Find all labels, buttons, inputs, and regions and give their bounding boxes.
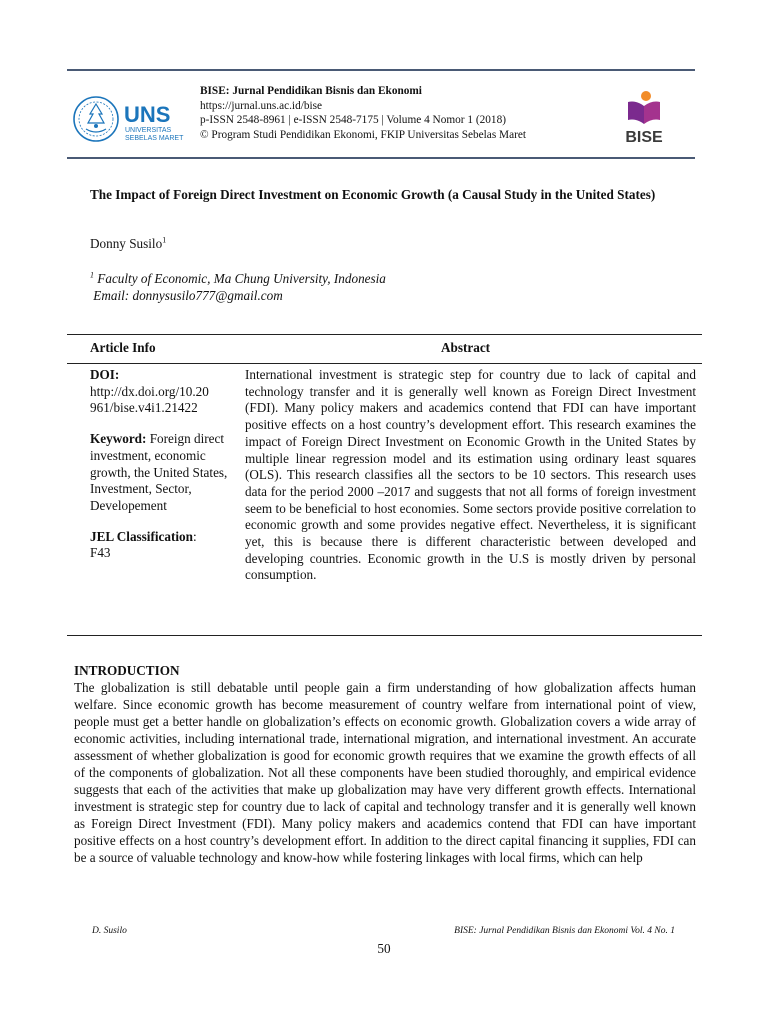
keyword-values: direct investment, economic growth, the United States, Investment, Sector, Developement xyxy=(90,431,228,513)
copyright-line: © Program Studi Pendidikan Ekonomi, FKIP Universitas Sebelas Maret xyxy=(200,128,527,141)
jel-label: JEL Classification xyxy=(90,528,193,544)
affiliation-superscript: 1 xyxy=(90,270,94,280)
keyword-label: Keyword: xyxy=(90,431,147,447)
affiliation-text: Faculty of Economic, Ma Chung University, Indonesia xyxy=(97,271,386,286)
table-header-abstract: Abstract xyxy=(441,340,491,355)
table-bottom-rule xyxy=(67,635,702,636)
journal-name: BISE: Jurnal Pendidikan Bisnis dan Ekonomi xyxy=(200,85,422,97)
header-bottom-rule xyxy=(67,157,695,159)
author-line xyxy=(90,236,166,252)
table-header-article-info: Article Info xyxy=(90,340,156,355)
introduction-heading: INTRODUCTION xyxy=(74,663,180,678)
uns-logo-sub2: SEBELAS MARET xyxy=(125,135,184,142)
journal-url[interactable]: https://jurnal.uns.ac.id/bise xyxy=(200,99,323,112)
email-text[interactable]: Email: donnysusilo777@gmail.com xyxy=(93,288,283,303)
page-number: 50 xyxy=(377,941,391,956)
uns-logo xyxy=(72,95,192,143)
keyword-block xyxy=(90,431,240,515)
uns-logo-text: UNS xyxy=(124,102,171,127)
bise-logo xyxy=(620,90,668,146)
jel-value: F43 xyxy=(90,545,111,561)
table-top-rule xyxy=(67,334,702,335)
doi-block xyxy=(90,367,240,417)
jel-block xyxy=(90,529,240,562)
journal-header xyxy=(200,84,526,142)
author-name: Donny Susilo xyxy=(90,236,163,251)
header-top-rule xyxy=(67,69,695,71)
uns-logo-sub1: UNIVERSITAS xyxy=(125,127,172,134)
doi-label: DOI: xyxy=(90,367,120,382)
doi-value-2[interactable]: 961/bise.v4i1.21422 xyxy=(90,400,198,416)
affiliation-line xyxy=(90,270,386,287)
author-superscript: 1 xyxy=(162,235,167,245)
jel-colon: : xyxy=(192,528,197,544)
affiliation-block xyxy=(90,270,386,304)
table-header-rule xyxy=(67,363,702,364)
abstract-text: International investment is strategic step for country due to lack of capital and technology transfer and it is generally well known as Foreign Direct Investment (FDI). Many policy makers and academics contend that FDI can have important positive effects on a host country’s development effort. This research examines the impact of Foreign Direct Investment on Economic Growth in the United States by multiple linear regression model and its estimation using ordinary least squares (OLS). This research classifies all the sectors to be 10 sectors. This research uses data for the period 2000 –2017 and suggests that not all forms of foreign investment seem to be beneficial to host economies. Some sectors provide positive correlation to economic growth and some provides negative effect. Nevertheless, it is significant yet, this is because there is different characteristic between developed and developing countries. Economic growth in the U.S is mostly driven by personal consumption. xyxy=(245,367,696,583)
footer-author: D. Susilo xyxy=(92,926,127,936)
email-line xyxy=(90,287,386,304)
issn-line: p-ISSN 2548-8961 | e-ISSN 2548-7175 | Volume 4 Nomor 1 (2018) xyxy=(200,114,506,127)
introduction-body: The globalization is still debatable until people gain a firm understanding of how globalization affects human welfare. Since economic growth has become measurement of country welfare from international point of view, people must get a better handle on globalization’s effects on economic growth. Globalization covers a wide array of economic activities, including international trade, international migration, and international investment. An accurate assessment of whether globalization is good for economic growth requires that we examine the growth effects of all of the components of globalization. Not all these components have been studied thoroughly, and empirical evidence suggests that each of the activities that make up globalization may have very different growth effects. International investment is strategic step for country due to lack of capital and technology transfer and it is generally well known as Foreign Direct Investment (FDI). Many policy makers and academics contend that FDI can have important positive effects on a host country’s development effort. In addition to the direct capital financing it supplies, FDI can be a source of valuable technology and know-how while fostering linkages with local firms, which can help xyxy=(74,680,696,865)
keyword-first: Foreign xyxy=(149,431,191,447)
bise-logo-text: BISE xyxy=(625,129,663,146)
doi-value-1[interactable]: http://dx.doi.org/10.20 xyxy=(90,383,209,399)
article-title: The Impact of Foreign Direct Investment on Economic Growth (a Causal Study in the United States) xyxy=(90,187,656,202)
article-info-column xyxy=(90,367,240,576)
footer-journal: BISE: Jurnal Pendidikan Bisnis dan Ekonomi Vol. 4 No. 1 xyxy=(454,926,675,936)
